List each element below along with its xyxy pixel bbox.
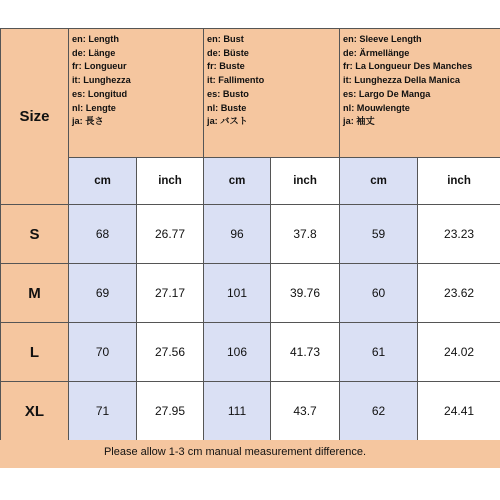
length-cm-value: 71 [69, 382, 137, 441]
sleeve-cm-value: 62 [340, 382, 418, 441]
length-cm-value: 69 [69, 264, 137, 323]
sleeve-es: es: Largo De Manga [343, 88, 431, 99]
table-row [1, 323, 500, 382]
length-header-cell [69, 29, 204, 158]
length-inch-value: 26.77 [137, 205, 204, 264]
bust-cm-unit: cm [204, 158, 271, 205]
sleeve-inch-value: 23.23 [418, 205, 500, 264]
sleeve-it: it: Lunghezza Della Manica [343, 75, 460, 86]
length-translations [69, 29, 203, 129]
bust-inch-value: 41.73 [271, 323, 340, 382]
bust-cm-value: 96 [204, 205, 271, 264]
size-cell: L [1, 323, 69, 382]
length-nl: nl: Lengte [72, 102, 116, 113]
bust-ja: ja: バスト [207, 116, 248, 127]
sleeve-inch-value: 23.62 [418, 264, 500, 323]
length-inch-value: 27.56 [137, 323, 204, 382]
sleeve-fr: fr: La Longueur Des Manches [343, 61, 473, 72]
bust-fr: fr: Buste [207, 61, 245, 72]
size-table [0, 28, 500, 441]
length-cm-value: 70 [69, 323, 137, 382]
sleeve-cm-value: 61 [340, 323, 418, 382]
length-inch-unit: inch [137, 158, 204, 205]
sleeve-en: en: Sleeve Length [343, 34, 422, 44]
table-row [1, 205, 500, 264]
size-header-label: Size [19, 107, 50, 125]
sleeve-nl: nl: Mouwlengte [343, 102, 410, 113]
size-header-cell [1, 29, 69, 205]
bust-inch-unit: inch [271, 158, 340, 205]
sleeve-cm-value: 60 [340, 264, 418, 323]
size-cell: M [1, 264, 69, 323]
table-row [1, 264, 500, 323]
sleeve-translations [340, 29, 500, 129]
sleeve-ja: ja: 袖丈 [343, 116, 375, 127]
bust-en: en: Bust [207, 34, 244, 44]
size-cell: XL [1, 382, 69, 441]
length-ja: ja: 長さ [72, 116, 104, 127]
length-cm-unit: cm [69, 158, 137, 205]
sleeve-de: de: Ärmellänge [343, 47, 410, 58]
bust-inch-value: 43.7 [271, 382, 340, 441]
table-row [1, 382, 500, 441]
bust-de: de: Büste [207, 47, 249, 58]
bust-cm-value: 101 [204, 264, 271, 323]
length-inch-value: 27.17 [137, 264, 204, 323]
sleeve-cm-value: 59 [340, 205, 418, 264]
bust-header-cell [204, 29, 340, 158]
sleeve-header-cell [340, 29, 500, 158]
sleeve-cm-unit: cm [340, 158, 418, 205]
units-row [1, 158, 500, 205]
bust-inch-value: 39.76 [271, 264, 340, 323]
bust-es: es: Busto [207, 88, 249, 99]
bust-inch-value: 37.8 [271, 205, 340, 264]
length-es: es: Longitud [72, 88, 128, 99]
sleeve-inch-unit: inch [418, 158, 500, 205]
measurement-note: Please allow 1-3 cm manual measurement difference. [103, 446, 367, 458]
bust-it: it: Fallimento [207, 75, 265, 86]
size-cell: S [1, 205, 69, 264]
bust-nl: nl: Buste [207, 102, 247, 113]
length-fr: fr: Longueur [72, 61, 127, 72]
bust-translations [204, 29, 339, 129]
length-cm-value: 68 [69, 205, 137, 264]
sleeve-inch-value: 24.02 [418, 323, 500, 382]
length-en: en: Length [72, 34, 119, 44]
length-it: it: Lunghezza [72, 75, 131, 86]
length-inch-value: 27.95 [137, 382, 204, 441]
length-de: de: Länge [72, 47, 116, 58]
bust-cm-value: 111 [204, 382, 271, 441]
sleeve-inch-value: 24.41 [418, 382, 500, 441]
header-row [1, 29, 500, 158]
bust-cm-value: 106 [204, 323, 271, 382]
